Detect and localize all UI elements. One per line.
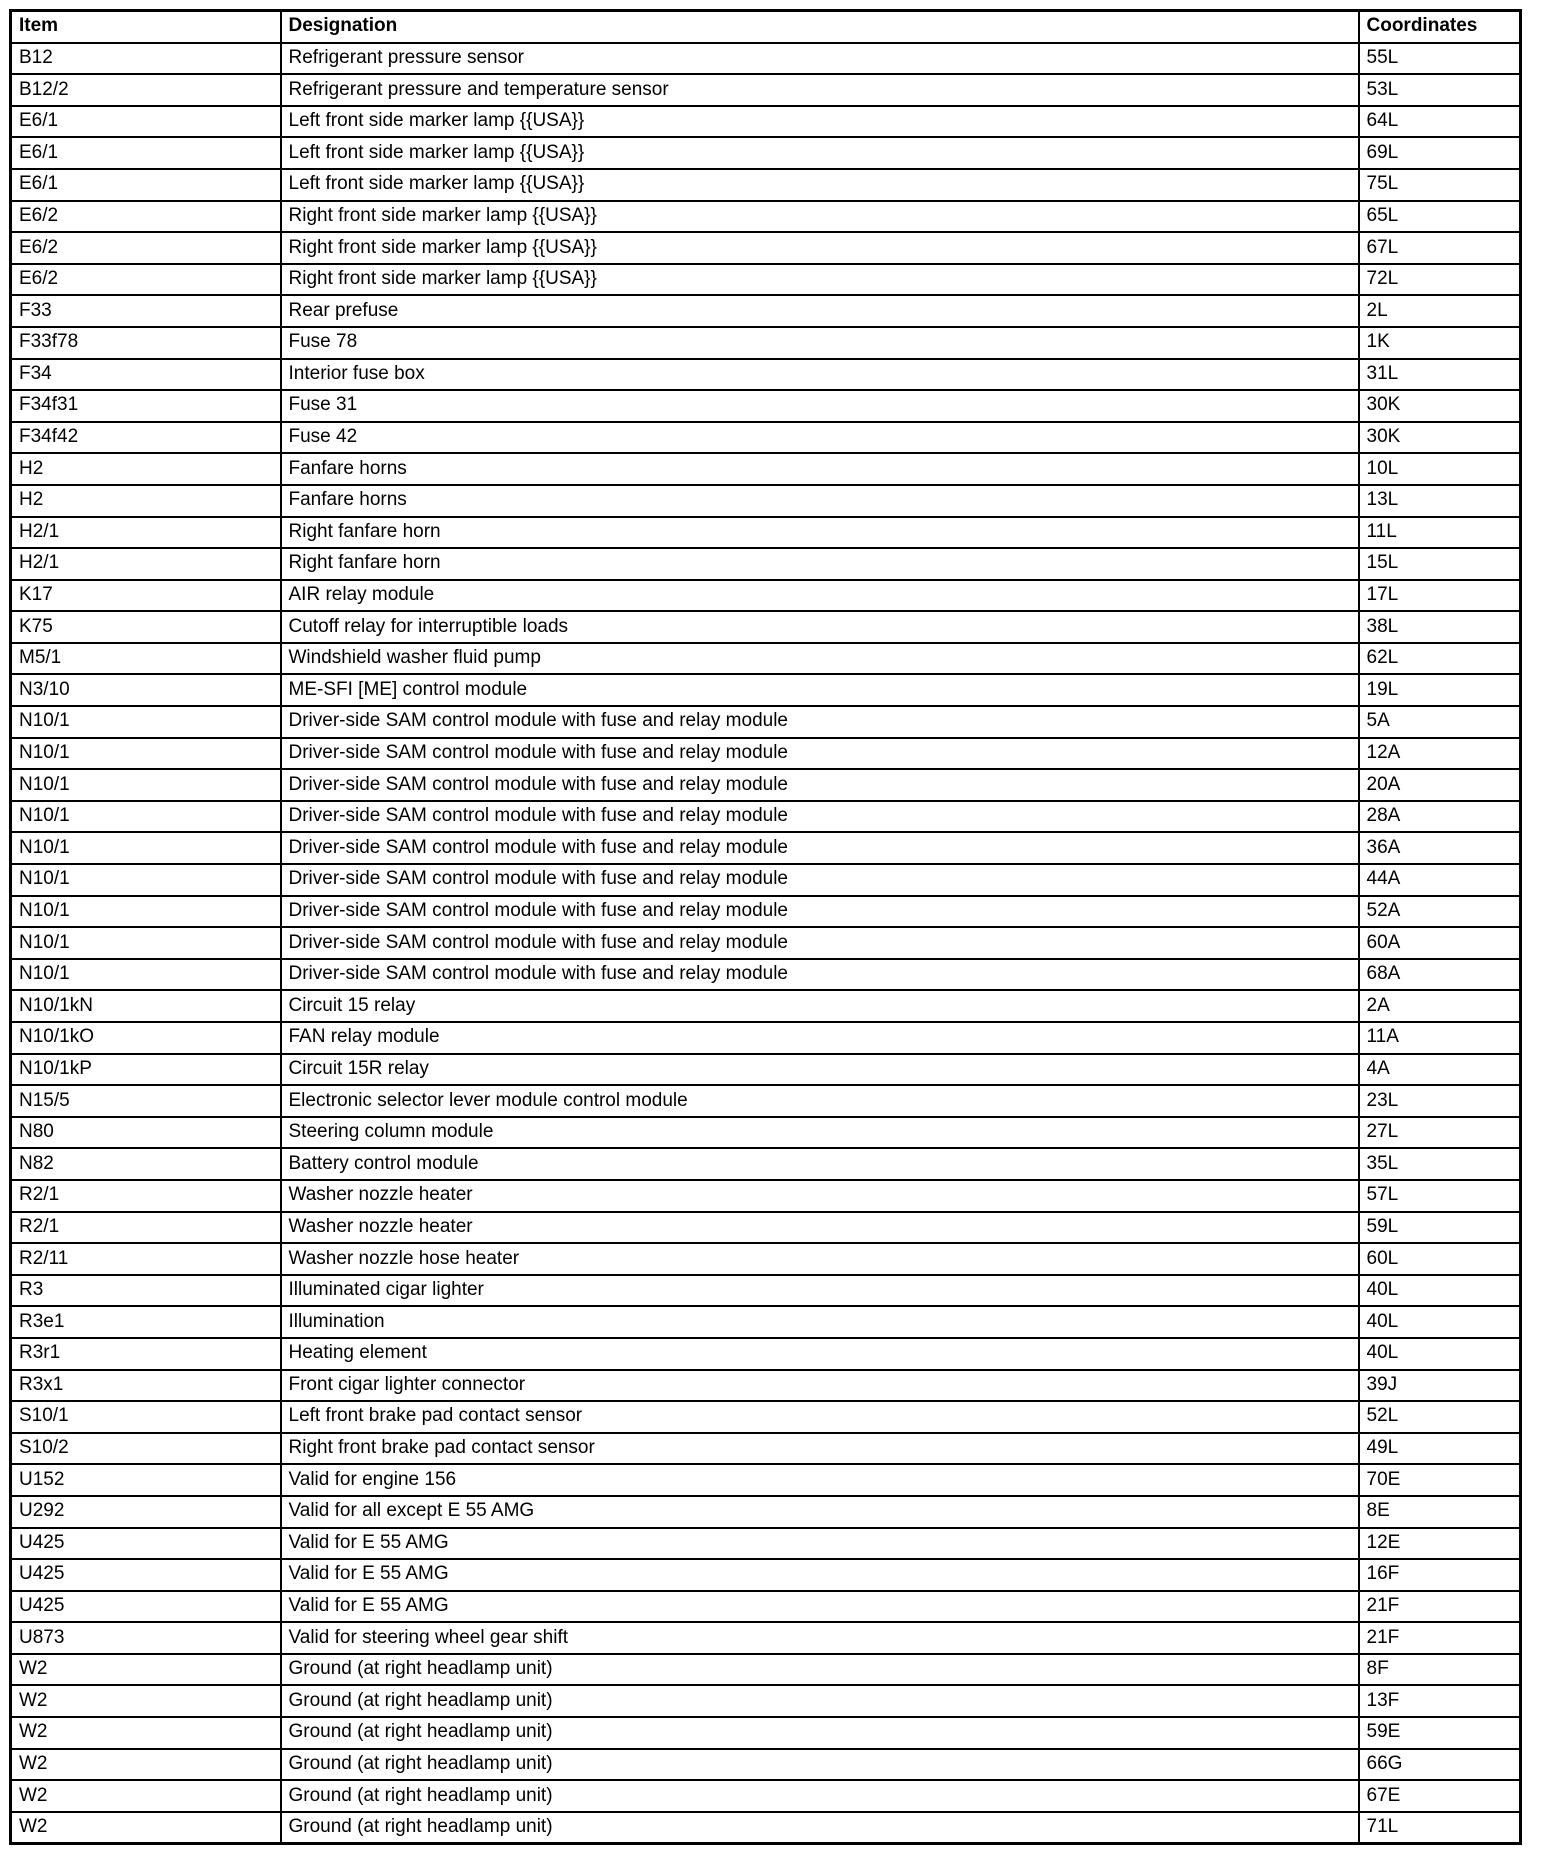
designation-cell: Driver-side SAM control module with fuse and relay module [281, 769, 1359, 801]
designation-cell: Electronic selector lever module control module [281, 1085, 1359, 1117]
coordinates-cell: 38L [1359, 611, 1521, 643]
column-header-designation: Designation [281, 11, 1359, 43]
coordinates-cell: 39J [1359, 1370, 1521, 1402]
item-cell: E6/2 [11, 264, 281, 296]
item-cell: H2 [11, 453, 281, 485]
table-row [11, 390, 1521, 422]
table-row [11, 864, 1521, 896]
designation-cell: Driver-side SAM control module with fuse and relay module [281, 801, 1359, 833]
designation-cell: Driver-side SAM control module with fuse and relay module [281, 706, 1359, 738]
coordinates-cell: 36A [1359, 832, 1521, 864]
designation-cell: Heating element [281, 1338, 1359, 1370]
coordinates-cell: 40L [1359, 1338, 1521, 1370]
table-row [11, 1243, 1521, 1275]
designation-cell: Fuse 31 [281, 390, 1359, 422]
designation-cell: Interior fuse box [281, 359, 1359, 391]
item-cell: N3/10 [11, 674, 281, 706]
designation-cell: Circuit 15 relay [281, 990, 1359, 1022]
coordinates-cell: 19L [1359, 674, 1521, 706]
coordinates-cell: 65L [1359, 201, 1521, 233]
table-row [11, 453, 1521, 485]
table-row [11, 674, 1521, 706]
table-row [11, 74, 1521, 106]
designation-cell: Ground (at right headlamp unit) [281, 1717, 1359, 1749]
coordinates-cell: 20A [1359, 769, 1521, 801]
designation-cell: Right fanfare horn [281, 548, 1359, 580]
table-row [11, 1022, 1521, 1054]
table-row [11, 1528, 1521, 1560]
coordinates-cell: 66G [1359, 1749, 1521, 1781]
designation-cell: Driver-side SAM control module with fuse and relay module [281, 864, 1359, 896]
table-row [11, 959, 1521, 991]
table-row [11, 1591, 1521, 1623]
coordinates-cell: 2L [1359, 295, 1521, 327]
coordinates-cell: 28A [1359, 801, 1521, 833]
table-row [11, 706, 1521, 738]
designation-cell: Right front side marker lamp {{USA}} [281, 264, 1359, 296]
coordinates-cell: 30K [1359, 422, 1521, 454]
coordinates-cell: 8F [1359, 1654, 1521, 1686]
coordinates-cell: 27L [1359, 1117, 1521, 1149]
coordinates-cell: 53L [1359, 74, 1521, 106]
table-row [11, 738, 1521, 770]
item-cell: N10/1 [11, 769, 281, 801]
coordinates-cell: 13L [1359, 485, 1521, 517]
designation-cell: Right fanfare horn [281, 517, 1359, 549]
item-cell: F34f42 [11, 422, 281, 454]
designation-cell: Valid for all except E 55 AMG [281, 1496, 1359, 1528]
item-cell: R2/1 [11, 1180, 281, 1212]
table-row [11, 1780, 1521, 1812]
coordinates-cell: 60L [1359, 1243, 1521, 1275]
item-cell: R2/11 [11, 1243, 281, 1275]
table-row [11, 264, 1521, 296]
coordinates-cell: 21F [1359, 1622, 1521, 1654]
table-row [11, 769, 1521, 801]
parts-coordinates-table [9, 9, 1522, 1845]
item-cell: N80 [11, 1117, 281, 1149]
coordinates-cell: 67E [1359, 1780, 1521, 1812]
table-row [11, 1401, 1521, 1433]
table-row [11, 1306, 1521, 1338]
item-cell: W2 [11, 1685, 281, 1717]
coordinates-cell: 5A [1359, 706, 1521, 738]
item-cell: S10/1 [11, 1401, 281, 1433]
designation-cell: Refrigerant pressure sensor [281, 43, 1359, 75]
designation-cell: Driver-side SAM control module with fuse and relay module [281, 927, 1359, 959]
table-row [11, 422, 1521, 454]
item-cell: F33 [11, 295, 281, 327]
coordinates-cell: 35L [1359, 1148, 1521, 1180]
table-row [11, 1085, 1521, 1117]
designation-cell: Valid for E 55 AMG [281, 1528, 1359, 1560]
item-cell: N82 [11, 1148, 281, 1180]
coordinates-cell: 55L [1359, 43, 1521, 75]
item-cell: U292 [11, 1496, 281, 1528]
item-cell: N10/1kP [11, 1054, 281, 1086]
designation-cell: Right front brake pad contact sensor [281, 1433, 1359, 1465]
item-cell: R3r1 [11, 1338, 281, 1370]
item-cell: R2/1 [11, 1212, 281, 1244]
table-row [11, 927, 1521, 959]
table-row [11, 43, 1521, 75]
table-row [11, 896, 1521, 928]
item-cell: N10/1 [11, 896, 281, 928]
table-row [11, 1180, 1521, 1212]
coordinates-cell: 68A [1359, 959, 1521, 991]
table-row [11, 1717, 1521, 1749]
designation-cell: Illumination [281, 1306, 1359, 1338]
table-row [11, 1433, 1521, 1465]
coordinates-cell: 57L [1359, 1180, 1521, 1212]
designation-cell: Left front side marker lamp {{USA}} [281, 169, 1359, 201]
designation-cell: Refrigerant pressure and temperature sensor [281, 74, 1359, 106]
coordinates-cell: 52A [1359, 896, 1521, 928]
coordinates-cell: 40L [1359, 1275, 1521, 1307]
designation-cell: Right front side marker lamp {{USA}} [281, 201, 1359, 233]
designation-cell: Left front side marker lamp {{USA}} [281, 137, 1359, 169]
table-row [11, 1148, 1521, 1180]
designation-cell: ME-SFI [ME] control module [281, 674, 1359, 706]
designation-cell: Fanfare horns [281, 453, 1359, 485]
column-header-coordinates: Coordinates [1359, 11, 1521, 43]
item-cell: K75 [11, 611, 281, 643]
item-cell: U873 [11, 1622, 281, 1654]
item-cell: R3 [11, 1275, 281, 1307]
designation-cell: Fuse 42 [281, 422, 1359, 454]
table-row [11, 169, 1521, 201]
table-row [11, 548, 1521, 580]
item-cell: U425 [11, 1528, 281, 1560]
item-cell: H2/1 [11, 517, 281, 549]
coordinates-cell: 10L [1359, 453, 1521, 485]
item-cell: N10/1 [11, 959, 281, 991]
coordinates-cell: 71L [1359, 1812, 1521, 1844]
designation-cell: Ground (at right headlamp unit) [281, 1685, 1359, 1717]
item-cell: E6/1 [11, 106, 281, 138]
designation-cell: Cutoff relay for interruptible loads [281, 611, 1359, 643]
coordinates-cell: 67L [1359, 232, 1521, 264]
table-row [11, 1749, 1521, 1781]
item-cell: N10/1 [11, 864, 281, 896]
item-cell: F34f31 [11, 390, 281, 422]
coordinates-cell: 17L [1359, 580, 1521, 612]
designation-cell: Ground (at right headlamp unit) [281, 1654, 1359, 1686]
table-row [11, 1275, 1521, 1307]
coordinates-cell: 52L [1359, 1401, 1521, 1433]
designation-cell: Valid for E 55 AMG [281, 1559, 1359, 1591]
coordinates-cell: 12E [1359, 1528, 1521, 1560]
designation-cell: Valid for steering wheel gear shift [281, 1622, 1359, 1654]
item-cell: B12/2 [11, 74, 281, 106]
coordinates-cell: 11L [1359, 517, 1521, 549]
item-cell: N10/1 [11, 801, 281, 833]
designation-cell: Right front side marker lamp {{USA}} [281, 232, 1359, 264]
coordinates-cell: 16F [1359, 1559, 1521, 1591]
coordinates-cell: 60A [1359, 927, 1521, 959]
item-cell: E6/2 [11, 201, 281, 233]
designation-cell: Driver-side SAM control module with fuse and relay module [281, 832, 1359, 864]
coordinates-cell: 64L [1359, 106, 1521, 138]
coordinates-cell: 8E [1359, 1496, 1521, 1528]
coordinates-cell: 23L [1359, 1085, 1521, 1117]
coordinates-cell: 13F [1359, 1685, 1521, 1717]
item-cell: N10/1kN [11, 990, 281, 1022]
designation-cell: FAN relay module [281, 1022, 1359, 1054]
item-cell: N10/1kO [11, 1022, 281, 1054]
item-cell: N15/5 [11, 1085, 281, 1117]
coordinates-cell: 15L [1359, 548, 1521, 580]
item-cell: M5/1 [11, 643, 281, 675]
item-cell: W2 [11, 1717, 281, 1749]
table-row [11, 1054, 1521, 1086]
item-cell: U425 [11, 1559, 281, 1591]
table-row [11, 1370, 1521, 1402]
designation-cell: Steering column module [281, 1117, 1359, 1149]
item-cell: H2 [11, 485, 281, 517]
coordinates-cell: 49L [1359, 1433, 1521, 1465]
item-cell: E6/1 [11, 137, 281, 169]
table-row [11, 1117, 1521, 1149]
item-cell: F34 [11, 359, 281, 391]
table-row [11, 327, 1521, 359]
table-row [11, 1622, 1521, 1654]
table-row [11, 832, 1521, 864]
designation-cell: Ground (at right headlamp unit) [281, 1812, 1359, 1844]
coordinates-cell: 70E [1359, 1464, 1521, 1496]
designation-cell: Circuit 15R relay [281, 1054, 1359, 1086]
item-cell: H2/1 [11, 548, 281, 580]
table-row [11, 580, 1521, 612]
table-row [11, 801, 1521, 833]
item-cell: U152 [11, 1464, 281, 1496]
item-cell: N10/1 [11, 927, 281, 959]
designation-cell: Fanfare horns [281, 485, 1359, 517]
designation-cell: Driver-side SAM control module with fuse and relay module [281, 959, 1359, 991]
designation-cell: Rear prefuse [281, 295, 1359, 327]
table-row [11, 1338, 1521, 1370]
coordinates-cell: 72L [1359, 264, 1521, 296]
designation-cell: Driver-side SAM control module with fuse and relay module [281, 896, 1359, 928]
item-cell: U425 [11, 1591, 281, 1623]
table-row [11, 1685, 1521, 1717]
item-cell: E6/2 [11, 232, 281, 264]
designation-cell: Washer nozzle heater [281, 1180, 1359, 1212]
coordinates-cell: 75L [1359, 169, 1521, 201]
coordinates-cell: 2A [1359, 990, 1521, 1022]
item-cell: N10/1 [11, 706, 281, 738]
coordinates-cell: 59L [1359, 1212, 1521, 1244]
designation-cell: Left front brake pad contact sensor [281, 1401, 1359, 1433]
designation-cell: Ground (at right headlamp unit) [281, 1780, 1359, 1812]
table-header-row [11, 11, 1521, 43]
item-cell: N10/1 [11, 832, 281, 864]
item-cell: N10/1 [11, 738, 281, 770]
table-row [11, 1812, 1521, 1844]
table-row [11, 517, 1521, 549]
item-cell: K17 [11, 580, 281, 612]
item-cell: R3x1 [11, 1370, 281, 1402]
designation-cell: Washer nozzle heater [281, 1212, 1359, 1244]
designation-cell: Fuse 78 [281, 327, 1359, 359]
table-row [11, 359, 1521, 391]
coordinates-cell: 21F [1359, 1591, 1521, 1623]
coordinates-cell: 44A [1359, 864, 1521, 896]
designation-cell: Left front side marker lamp {{USA}} [281, 106, 1359, 138]
item-cell: S10/2 [11, 1433, 281, 1465]
coordinates-cell: 40L [1359, 1306, 1521, 1338]
item-cell: W2 [11, 1780, 281, 1812]
designation-cell: Washer nozzle hose heater [281, 1243, 1359, 1275]
coordinates-cell: 69L [1359, 137, 1521, 169]
coordinates-cell: 31L [1359, 359, 1521, 391]
coordinates-cell: 1K [1359, 327, 1521, 359]
item-cell: W2 [11, 1749, 281, 1781]
designation-cell: Battery control module [281, 1148, 1359, 1180]
coordinates-cell: 4A [1359, 1054, 1521, 1086]
coordinates-cell: 59E [1359, 1717, 1521, 1749]
table-row [11, 1654, 1521, 1686]
table-row [11, 1496, 1521, 1528]
table-row [11, 137, 1521, 169]
designation-cell: Windshield washer fluid pump [281, 643, 1359, 675]
table-row [11, 990, 1521, 1022]
table-row [11, 1212, 1521, 1244]
coordinates-cell: 62L [1359, 643, 1521, 675]
item-cell: W2 [11, 1812, 281, 1844]
table-row [11, 106, 1521, 138]
table-row [11, 611, 1521, 643]
item-cell: E6/1 [11, 169, 281, 201]
designation-cell: Valid for E 55 AMG [281, 1591, 1359, 1623]
item-cell: F33f78 [11, 327, 281, 359]
item-cell: R3e1 [11, 1306, 281, 1338]
designation-cell: AIR relay module [281, 580, 1359, 612]
designation-cell: Valid for engine 156 [281, 1464, 1359, 1496]
coordinates-cell: 12A [1359, 738, 1521, 770]
designation-cell: Ground (at right headlamp unit) [281, 1749, 1359, 1781]
table-row [11, 1559, 1521, 1591]
column-header-item: Item [11, 11, 281, 43]
designation-cell: Illuminated cigar lighter [281, 1275, 1359, 1307]
table-row [11, 295, 1521, 327]
designation-cell: Front cigar lighter connector [281, 1370, 1359, 1402]
item-cell: W2 [11, 1654, 281, 1686]
table-row [11, 201, 1521, 233]
table-body [11, 43, 1521, 1844]
table-row [11, 485, 1521, 517]
table-row [11, 1464, 1521, 1496]
table-row [11, 232, 1521, 264]
coordinates-cell: 30K [1359, 390, 1521, 422]
coordinates-cell: 11A [1359, 1022, 1521, 1054]
item-cell: B12 [11, 43, 281, 75]
designation-cell: Driver-side SAM control module with fuse and relay module [281, 738, 1359, 770]
table-row [11, 643, 1521, 675]
